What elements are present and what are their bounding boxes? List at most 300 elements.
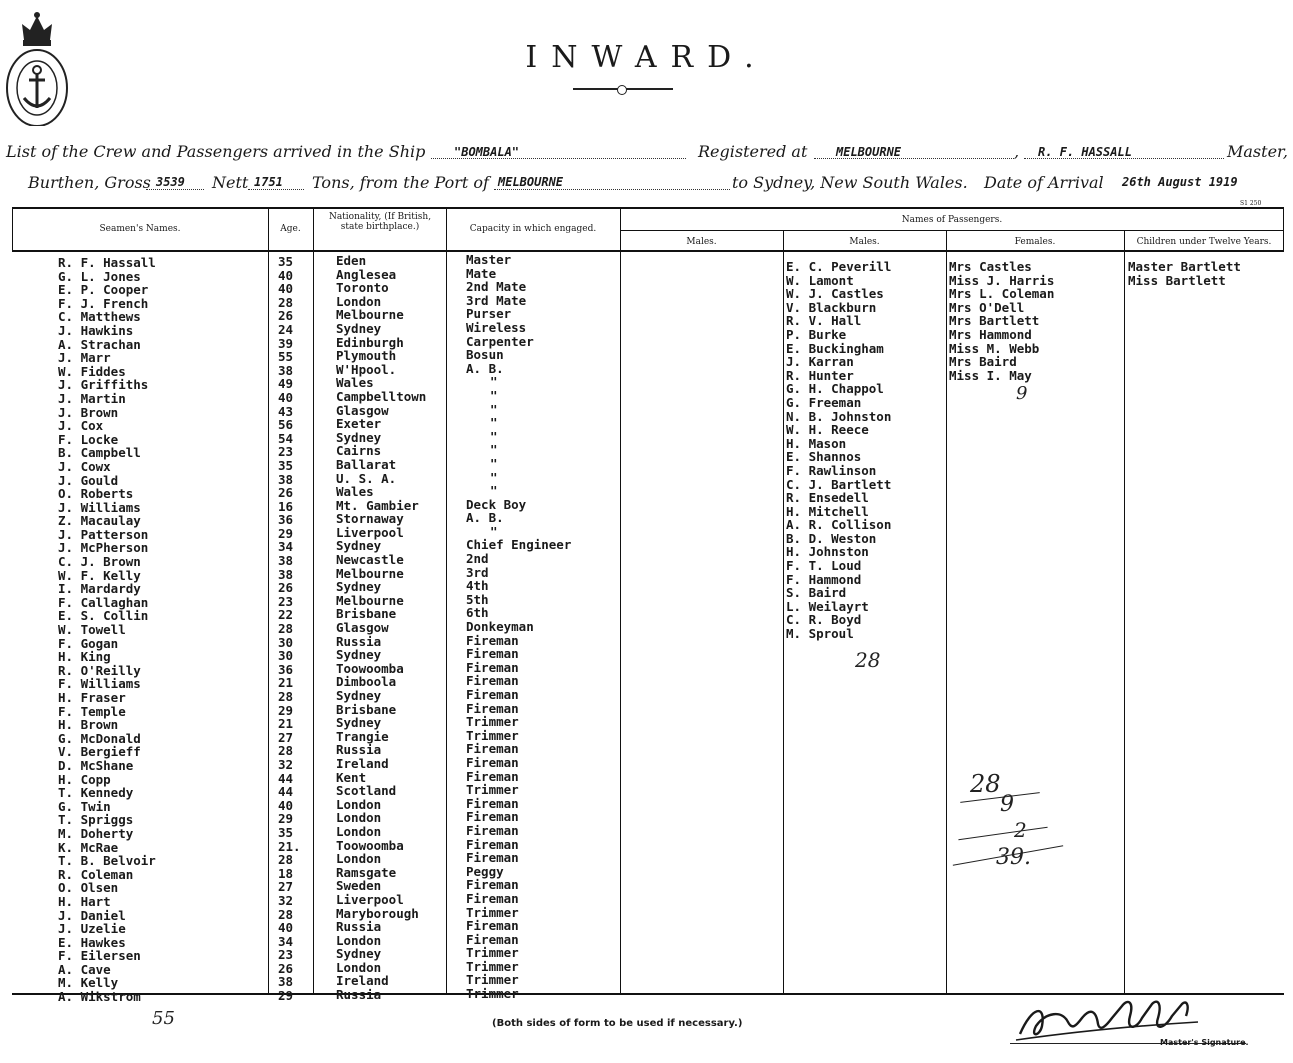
crew-capacity: Fireman [466,809,519,825]
crew-name: D. McShane [58,757,134,773]
crew-age: 28 [278,689,294,704]
crew-age: 28 [278,852,294,868]
male-passenger: V. Blackburn [786,299,877,315]
crew-capacity: Donkeyman [466,619,534,635]
crew-nationality: Sydney [336,647,382,663]
crew-age: 38 [278,566,294,582]
crew-nationality: W'Hpool. [336,361,397,377]
from-port: MELBOURNE [498,175,564,189]
male-passenger: W. J. Castles [786,286,884,302]
crew-nationality: Sydney [336,429,382,445]
crew-capacity: Wireless [466,319,527,335]
crew-capacity: Fireman [466,931,519,947]
crew-age: 40 [278,281,294,297]
crew-age: 40 [278,389,294,405]
crew-age: 27 [278,879,294,895]
crew-age: 32 [278,756,294,772]
crew-nationality: London [336,810,382,826]
male-passenger: H. Johnston [786,544,869,560]
crew-nationality: Russia [336,633,382,649]
crew-capacity: Fireman [466,890,519,906]
male-passenger: S. Baird [786,585,847,601]
crew-name: C. J. Brown [58,554,141,570]
crew-capacity: " [490,387,498,403]
children-column [1128,260,1241,287]
crew-age: 36 [278,512,294,528]
crew-capacity: Trimmer [466,714,519,730]
male-passenger: M. Sproul [786,626,854,642]
crew-name: M. Kelly [58,975,119,991]
crew-name: J. Cox [58,418,104,434]
crew-age: 40 [278,920,294,936]
handwritten-crew-count: 55 [152,1008,175,1029]
crew-age: 28 [278,621,294,637]
crew-capacity: Fireman [466,754,519,770]
male-passenger: G. Freeman [786,394,862,410]
crew-nationality: Sydney [336,320,382,336]
gross-tons: 3539 [156,175,185,189]
crew-age: 35 [278,254,294,269]
crew-capacity: " [490,455,498,471]
crew-name: H. Hart [58,893,111,909]
handwritten-tally-2: 2 [1014,818,1027,842]
header-line-2 [28,173,1291,195]
footer-note: (Both sides of form to be used if necessary.) [492,1018,743,1029]
form-number: S1 250 [1240,200,1262,207]
crew-name: F. Locke [58,431,119,447]
crew-name: J. McPherson [58,540,149,556]
registered-port: MELBOURNE [836,145,902,159]
crew-age: 44 [278,784,294,800]
child-passenger: Miss Bartlett [1128,272,1226,288]
col-capacity: Capacity in which engaged. [469,224,597,234]
crew-nationality: Sydney [336,538,382,554]
destination-label: to Sydney, New South Wales. [732,173,968,192]
crew-capacity: Trimmer [466,945,519,961]
master-label: Master, [1227,142,1289,161]
crew-age: 29 [278,811,294,827]
crew-capacity: 2nd Mate [466,279,527,295]
crew-name: C. Matthews [58,309,141,325]
crew-age: 38 [278,553,294,569]
crew-name: J. Martin [58,390,126,406]
crew-nationality: Russia [336,987,382,1003]
crew-age: 40 [278,267,294,283]
male-passenger: B. D. Weston [786,530,877,546]
table-bottom-rule [12,993,1284,995]
crew-nationality: Edinburgh [336,334,404,350]
crew-age: 55 [278,349,294,365]
male-passenger: N. B. Johnston [786,408,892,424]
crew-name: H. King [58,649,111,665]
list-of-crew-label: List of the Crew and Passengers arrived in the Ship [6,142,426,161]
crew-capacity: Fireman [466,918,519,934]
crew-nationality: Ireland [336,755,389,771]
col-nationality: Nationality, (If British, state birthplace.) [328,212,432,232]
handwritten-tally-28: 28 [970,770,1001,798]
crew-name: A. Wikstrom [58,989,141,1005]
crew-name: F. Temple [58,703,126,719]
table-header-bottom-rule [12,250,1284,252]
master-signature [1012,996,1202,1044]
crew-name: H. Brown [58,717,119,733]
crew-names-column [58,256,156,1004]
ship-name: "BOMBALA" [454,145,520,159]
crew-nationality: Melbourne [336,565,404,581]
crew-nationality: Mt. Gambier [336,497,419,513]
col-females: Females. [1014,237,1056,247]
crew-name: M. Doherty [58,825,134,841]
crew-capacity: A. B. [466,510,504,526]
crew-capacity: Master [466,252,512,267]
crew-name: F. Williams [58,676,141,692]
crew-age: 26 [278,485,294,501]
crew-nationality: Wales [336,484,374,500]
crew-capacity: Peggy [466,863,504,879]
crew-capacity: " [490,415,498,431]
crew-nationality: Anglesea [336,266,397,282]
crew-name: R. F. Hassall [58,255,156,270]
crew-capacity: " [490,523,498,539]
female-passenger: Miss J. Harris [949,272,1055,288]
col-males-1: Males. [686,237,717,247]
crew-age: 26 [278,960,294,976]
passenger-header-rule [620,230,1284,231]
title-ornament-rule [573,88,673,90]
tons-from-label: Tons, from the Port of [312,173,489,192]
crew-capacity: Fireman [466,659,519,675]
col-names-of-passengers: Names of Passengers. [901,215,1003,225]
male-passenger: A. R. Collison [786,517,892,533]
col-age: Age. [280,224,301,234]
crew-capacity: " [490,469,498,485]
male-passenger: W. H. Reece [786,422,869,438]
crew-name: J. Patterson [58,526,149,542]
crew-name: W. Fiddes [58,363,126,379]
crew-age: 23 [278,593,294,609]
crew-age: 23 [278,444,294,460]
crew-capacity: 6th [466,605,489,621]
crew-name: T. Kennedy [58,785,134,801]
crew-age: 28 [278,743,294,759]
crew-name: T. B. Belvoir [58,853,156,869]
crew-name: J. Gould [58,472,119,488]
male-passenger: W. Lamont [786,272,854,288]
crew-capacity-column [466,253,571,1001]
col-males-2: Males. [849,237,880,247]
crew-age: 29 [278,702,294,718]
crew-name: E. S. Collin [58,608,149,624]
crew-name: W. Towell [58,622,126,638]
crew-nationality: Stornaway [336,511,404,527]
male-passenger: H. Mitchell [786,503,869,519]
crew-capacity: 3rd [466,564,489,580]
crew-nationality: Sydney [336,715,382,731]
crew-capacity: Bosun [466,347,504,363]
crew-capacity: Fireman [466,673,519,689]
crew-nationality: Newcastle [336,552,404,568]
signature-label: Master's Signature. [1160,1038,1249,1047]
crew-name: J. Brown [58,404,119,420]
crew-age: 34 [278,933,294,949]
crew-name: B. Campbell [58,445,141,461]
crew-name: G. Twin [58,798,111,814]
crew-nationality: Russia [336,742,382,758]
crew-age: 16 [278,498,294,514]
male-passenger: F. Hammond [786,571,862,587]
crew-capacity: Fireman [466,795,519,811]
male-passenger: J. Karran [786,354,854,370]
male-passenger: E. C. Peverill [786,259,892,274]
header-line-1: List of the Crew and Passengers arrived in the Ship "BOMBALA" Registered at MELBOURNE , R. F. HASSALL Master, [6,142,1289,161]
crew-nationality: London [336,851,382,867]
male-passenger: E. Shannos [786,449,862,465]
female-passenger: Miss I. May [949,367,1032,383]
crew-age: 40 [278,797,294,813]
crew-age: 38 [278,362,294,378]
crew-capacity: Trimmer [466,904,519,920]
crew-nationality: Ballarat [336,456,397,472]
crew-capacity: Trimmer [466,782,519,798]
crew-capacity: 5th [466,591,489,607]
crew-age: 38 [278,471,294,487]
crew-nationality: Toowoomba [336,837,404,853]
crew-nationality: Liverpool [336,524,404,540]
master-name: R. F. HASSALL [1038,145,1132,159]
crew-capacity: " [490,428,498,444]
crew-name: E. Hawkes [58,934,126,950]
handwritten-male-count: 28 [855,648,881,672]
burthen-label: Burthen, Gross [28,173,151,192]
crew-nationality: Russia [336,919,382,935]
crew-nationality: London [336,959,382,975]
crew-age: 34 [278,539,294,555]
male-passenger: C. R. Boyd [786,612,862,628]
crew-capacity: Fireman [466,687,519,702]
crew-capacity: Carpenter [466,333,534,349]
crew-capacity: 3rd Mate [466,292,527,308]
crew-nationality: Maryborough [336,905,419,921]
crew-name: J. Griffiths [58,377,149,393]
crew-nationality: U. S. A. [336,470,397,486]
crew-nationality: Eden [336,253,367,268]
crew-name: J. Uzelie [58,921,126,937]
crew-name: F. Gogan [58,635,119,651]
crew-name: R. Coleman [58,866,134,882]
crew-capacity: " [490,401,498,417]
male-passenger: G. H. Chappol [786,381,884,397]
crew-name: J. Daniel [58,907,126,923]
crew-capacity: Fireman [466,850,519,866]
crew-nationality: Melbourne [336,307,404,323]
crew-nationality: London [336,293,382,309]
handwritten-female-count: 9 [1016,383,1028,404]
male-passenger: E. Buckingham [786,340,884,356]
crew-capacity: A. B. [466,360,504,376]
male-passenger: R. Ensedell [786,490,869,506]
crew-name: J. Williams [58,499,141,515]
crew-name: H. Copp [58,771,111,787]
nett-tons: 1751 [254,175,283,189]
male-passenger: H. Mason [786,435,847,451]
female-passenger: Miss M. Webb [949,340,1040,356]
crew-name: A. Cave [58,961,111,977]
crew-capacity: Purser [466,306,512,322]
crew-nationality: London [336,823,382,839]
crew-capacity: Chief Engineer [466,537,572,553]
crew-name: T. Spriggs [58,812,134,828]
crew-age: 35 [278,457,294,473]
crew-name: J. Cowx [58,458,111,474]
crew-nationality: Brisbane [336,701,397,717]
crew-age: 21 [278,716,294,732]
handwritten-tally-9: 9 [1000,792,1014,817]
crew-nationality: Sydney [336,946,382,962]
crew-nationality: Liverpool [336,891,404,907]
crew-capacity: Fireman [466,646,519,662]
crew-nationality: Glasgow [336,402,389,418]
crew-name: J. Marr [58,350,111,366]
female-passenger: Mrs L. Coleman [949,286,1055,302]
crew-name: G. L. Jones [58,268,141,284]
crew-age: 43 [278,403,294,419]
handwritten-tally-39: 39. [996,845,1031,870]
crew-capacity: " [490,442,498,458]
crew-nationality: Sydney [336,688,382,703]
male-passengers-column [786,260,891,641]
male-passenger: L. Weilayrt [786,598,869,614]
crew-age: 44 [278,770,294,786]
crew-nationality: Toowoomba [336,660,404,676]
crew-nationality: Brisbane [336,606,397,622]
crew-nationality: Melbourne [336,592,404,608]
crew-age: 26 [278,308,294,324]
female-passenger: Mrs O'Dell [949,299,1025,315]
crew-nationality: Glasgow [336,620,389,636]
crew-capacity: 2nd [466,551,489,567]
male-passenger: P. Burke [786,326,847,342]
crew-capacity: " [490,483,498,499]
crew-age: 30 [278,648,294,664]
crew-age: 39 [278,335,294,351]
arrival-date: 26th August 1919 [1122,175,1238,189]
crew-nationality: London [336,796,382,812]
col-children: Children under Twelve Years. [1136,237,1272,247]
crew-name: I. Mardardy [58,581,141,597]
crew-capacity: Deck Boy [466,496,527,512]
crew-capacity: 4th [466,578,489,594]
crew-capacity: Fireman [466,700,519,716]
crew-name: O. Roberts [58,486,134,502]
crew-name: H. Fraser [58,690,126,705]
crew-nationality: Ramsgate [336,864,397,880]
male-passenger: R. Hunter [786,367,854,383]
crew-age: 35 [278,824,294,840]
table-top-rule [12,207,1284,209]
crew-nationality: Sweden [336,878,382,894]
crew-age: 28 [278,294,294,310]
crew-name: O. Olsen [58,880,119,896]
crew-nationality: Plymouth [336,348,397,364]
crew-name: K. McRae [58,839,119,855]
crew-nationality: Sydney [336,579,382,595]
crew-capacity: Fireman [466,768,519,784]
crew-age: 29 [278,988,294,1004]
crew-age: 36 [278,661,294,677]
crew-capacity: Fireman [466,741,519,757]
crew-age: 18 [278,865,294,881]
crew-nationality: Ireland [336,973,389,989]
crew-name: G. McDonald [58,730,141,746]
crew-capacity: Fireman [466,822,519,838]
nett-label: Nett [212,173,249,192]
crew-nationality: Campbelltown [336,388,427,404]
crew-capacity: Fireman [466,632,519,648]
crew-name: E. P. Cooper [58,282,149,298]
crew-age: 26 [278,580,294,596]
male-passenger: F. T. Loud [786,558,862,574]
crew-capacity: Trimmer [466,727,519,743]
male-passenger: F. Rawlinson [786,462,877,478]
crew-nationality: Wales [336,375,374,391]
crew-nationality: Scotland [336,783,397,799]
crew-age: 54 [278,430,294,446]
female-passengers-column [949,260,1054,382]
crew-age: 22 [278,607,294,623]
crew-age: 29 [278,525,294,541]
crew-name: W. F. Kelly [58,567,141,583]
crew-name: F. Eilersen [58,948,141,964]
crew-capacity: Mate [466,265,497,281]
crew-capacity: Fireman [466,877,519,893]
crew-ages-column [278,255,301,1003]
female-passenger: Mrs Baird [949,354,1017,370]
date-of-arrival-label: Date of Arrival [984,173,1104,192]
crew-nationality: Exeter [336,416,382,432]
crew-nationality: Dimboola [336,674,397,690]
registered-label: Registered at [698,142,808,161]
col-seamens-names: Seamen's Names. [99,224,181,234]
crew-capacity: " [490,374,498,390]
crew-name: R. O'Reilly [58,662,141,678]
female-passenger: Mrs Bartlett [949,313,1040,329]
crew-nationality: Toronto [336,280,389,296]
crew-age: 49 [278,376,294,392]
crew-age: 21 [278,675,294,691]
crew-capacity: Fireman [466,836,519,852]
crew-name: F. J. French [58,295,149,311]
male-passenger: C. J. Bartlett [786,476,892,492]
crew-age: 38 [278,974,294,990]
crew-age: 30 [278,634,294,650]
female-passenger: Mrs Hammond [949,326,1032,342]
crew-nationality: Cairns [336,443,382,459]
crew-capacity: Trimmer [466,972,519,988]
crew-nationality: London [336,932,382,948]
crew-name: V. Bergieff [58,744,141,760]
crew-capacity: Trimmer [466,986,519,1002]
crew-nationality: Trangie [336,728,389,744]
crew-age: 27 [278,729,294,745]
crew-name: J. Hawkins [58,322,134,338]
crew-age: 21. [278,838,301,854]
crew-capacity: Trimmer [466,958,519,974]
crew-nationality-column [336,254,426,1002]
crew-name: A. Strachan [58,336,141,352]
crew-age: 23 [278,947,294,963]
crew-age: 56 [278,417,294,433]
page-title: INWARD. [525,40,768,75]
